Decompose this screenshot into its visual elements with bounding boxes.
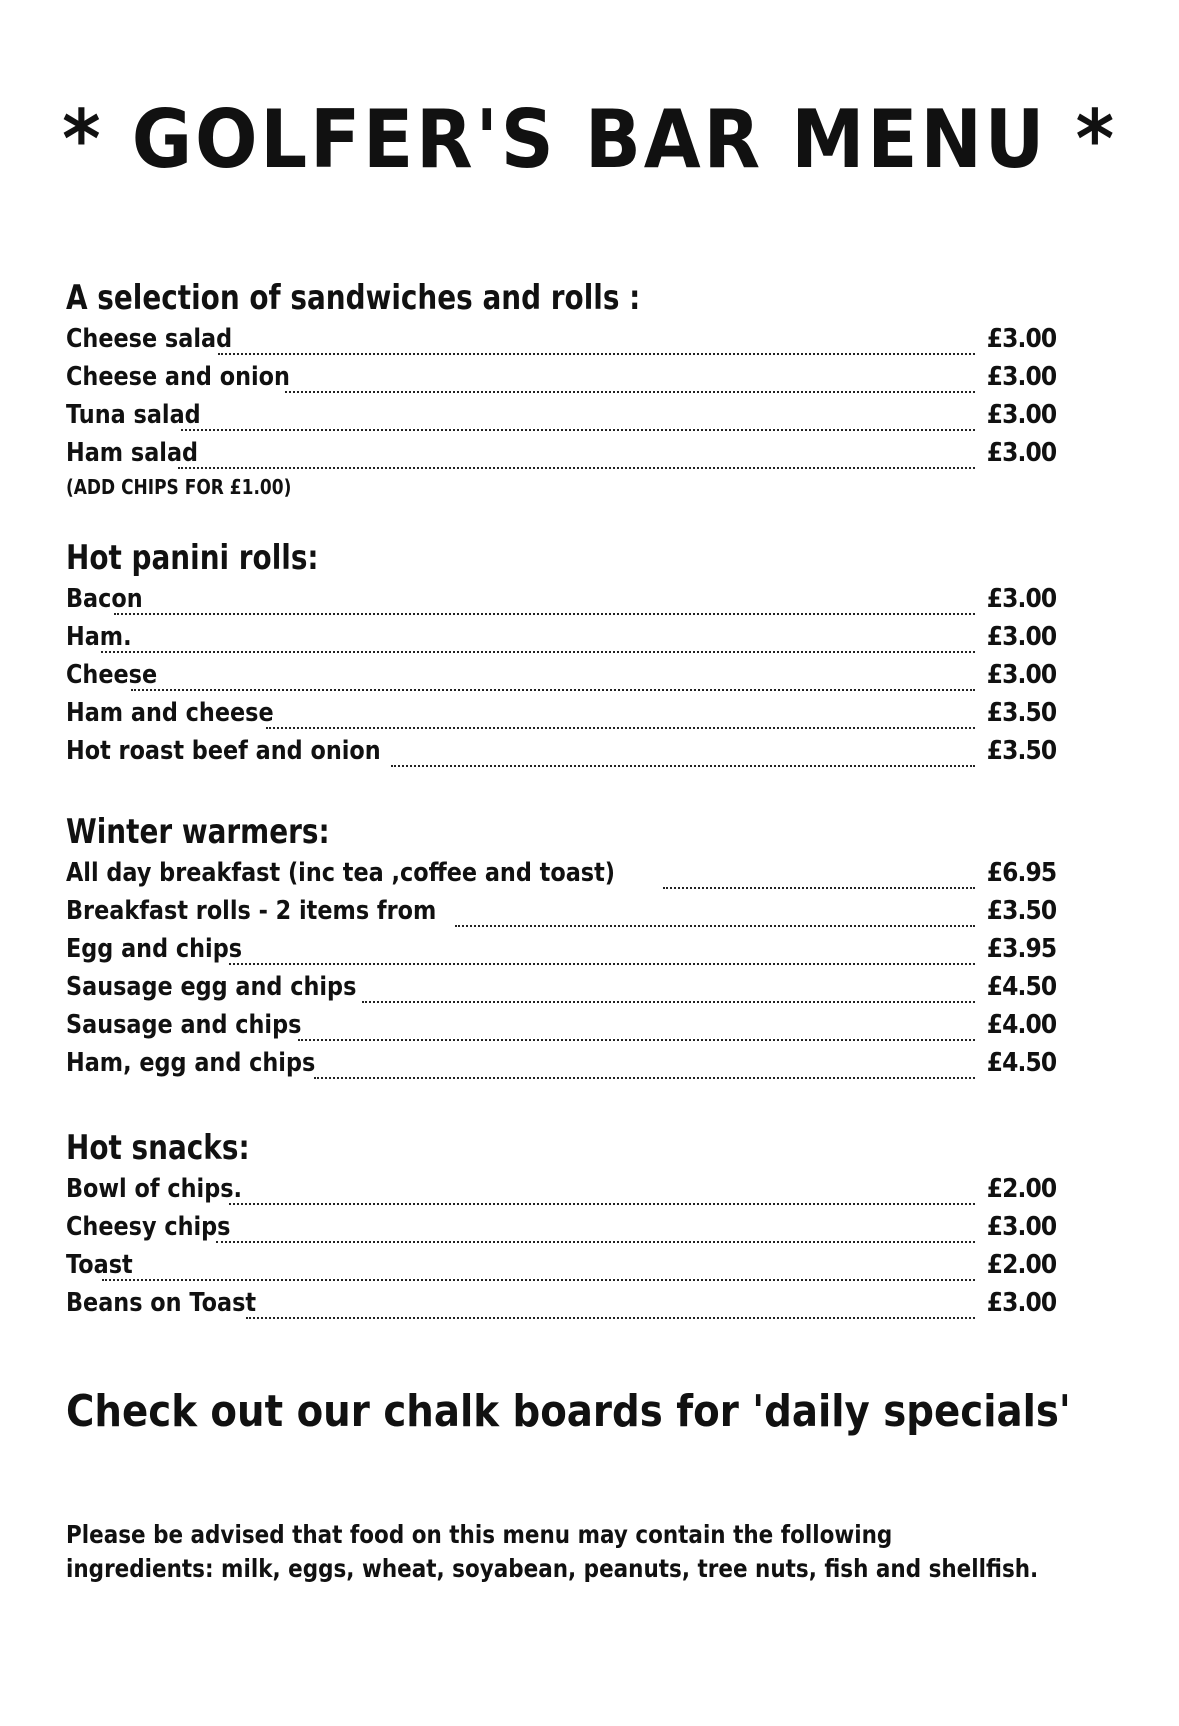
menu-item <box>66 1208 1056 1246</box>
item-name: Ham, egg and chips <box>66 1048 316 1078</box>
item-name: Beans on Toast <box>66 1288 257 1318</box>
dot-leader <box>246 1295 975 1319</box>
menu-item <box>66 968 1056 1006</box>
menu-item <box>66 1246 1056 1284</box>
section-heading: Hot panini rolls: <box>66 538 319 578</box>
dot-leader <box>114 591 975 615</box>
menu-item <box>66 1170 1056 1208</box>
item-name: Egg and chips <box>66 934 243 964</box>
dot-leader <box>131 667 975 691</box>
item-price: £4.50 <box>986 1048 1056 1078</box>
section-heading: A selection of sandwiches and rolls : <box>66 278 641 318</box>
item-price: £6.95 <box>986 858 1056 888</box>
menu-item <box>66 694 1056 732</box>
item-price: £3.00 <box>986 362 1056 392</box>
dot-leader <box>229 941 974 965</box>
dot-leader <box>455 903 975 927</box>
item-name: All day breakfast (inc tea ,coffee and toast) <box>66 858 616 888</box>
item-name: Cheese salad <box>66 324 233 354</box>
item-price: £4.00 <box>986 1010 1056 1040</box>
item-price: £3.50 <box>986 896 1056 926</box>
menu-item <box>66 732 1056 770</box>
menu-item <box>66 1006 1056 1044</box>
item-price: £3.95 <box>986 934 1056 964</box>
menu-item <box>66 1284 1056 1322</box>
dot-leader <box>102 1257 975 1281</box>
item-price: £3.50 <box>986 698 1056 728</box>
item-price: £2.00 <box>986 1250 1056 1280</box>
menu-item <box>66 930 1056 968</box>
section-hot-snacks <box>66 1128 1056 1322</box>
menu-item <box>66 854 1056 892</box>
dot-leader <box>101 629 975 653</box>
dot-leader <box>216 1219 975 1243</box>
item-price: £3.00 <box>986 1212 1056 1242</box>
dot-leader <box>181 407 975 431</box>
section-heading: Winter warmers: <box>66 812 330 852</box>
menu-item <box>66 320 1056 358</box>
item-name: Ham. <box>66 622 132 652</box>
item-name: Ham salad <box>66 438 199 468</box>
menu-item <box>66 618 1056 656</box>
item-name: Sausage egg and chips <box>66 972 357 1002</box>
menu-item <box>66 656 1056 694</box>
section-sandwiches <box>66 278 1056 502</box>
item-price: £2.00 <box>986 1174 1056 1204</box>
dot-leader <box>266 705 975 729</box>
item-price: £3.00 <box>986 660 1056 690</box>
allergen-line: ingredients: milk, eggs, wheat, soyabean, peanuts, tree nuts, fish and shellfish. <box>66 1554 1039 1583</box>
allergen-notice <box>66 1518 1098 1586</box>
dot-leader <box>285 369 975 393</box>
menu-item <box>66 434 1056 472</box>
menu-item <box>66 358 1056 396</box>
dot-leader <box>314 1055 974 1079</box>
menu-item <box>66 1044 1056 1082</box>
daily-specials-note: Check out our chalk boards for 'daily specials' <box>66 1386 1071 1437</box>
section-panini <box>66 538 1056 770</box>
item-price: £3.00 <box>986 584 1056 614</box>
add-chips-note: (ADD CHIPS FOR £1.00) <box>66 475 292 499</box>
item-name: Bacon <box>66 584 143 614</box>
item-price: £3.00 <box>986 324 1056 354</box>
item-name: Hot roast beef and onion <box>66 736 381 766</box>
item-name: Cheese and onion <box>66 362 290 392</box>
dot-leader <box>229 1181 974 1205</box>
dot-leader <box>663 865 975 889</box>
menu-item <box>66 892 1056 930</box>
item-name: Tuna salad <box>66 400 201 430</box>
item-price: £4.50 <box>986 972 1056 1002</box>
item-price: £3.50 <box>986 736 1056 766</box>
item-price: £3.00 <box>986 438 1056 468</box>
allergen-line: Please be advised that food on this menu may contain the following <box>66 1520 893 1549</box>
menu-item <box>66 396 1056 434</box>
item-name: Ham and cheese <box>66 698 274 728</box>
item-name: Toast <box>66 1250 133 1280</box>
item-name: Breakfast rolls - 2 items from <box>66 896 437 926</box>
dot-leader <box>391 743 975 767</box>
item-name: Cheese <box>66 660 158 690</box>
dot-leader <box>218 331 975 355</box>
item-price: £3.00 <box>986 1288 1056 1318</box>
menu-title: * GOLFER'S BAR MENU * <box>62 93 1117 186</box>
dot-leader <box>298 1017 974 1041</box>
section-heading: Hot snacks: <box>66 1128 250 1168</box>
section-winter-warmers <box>66 812 1056 1082</box>
item-price: £3.00 <box>986 400 1056 430</box>
item-name: Cheesy chips <box>66 1212 231 1242</box>
item-price: £3.00 <box>986 622 1056 652</box>
item-name: Bowl of chips. <box>66 1174 243 1204</box>
dot-leader <box>362 979 974 1003</box>
menu-item <box>66 580 1056 618</box>
dot-leader <box>178 445 975 469</box>
item-name: Sausage and chips <box>66 1010 302 1040</box>
